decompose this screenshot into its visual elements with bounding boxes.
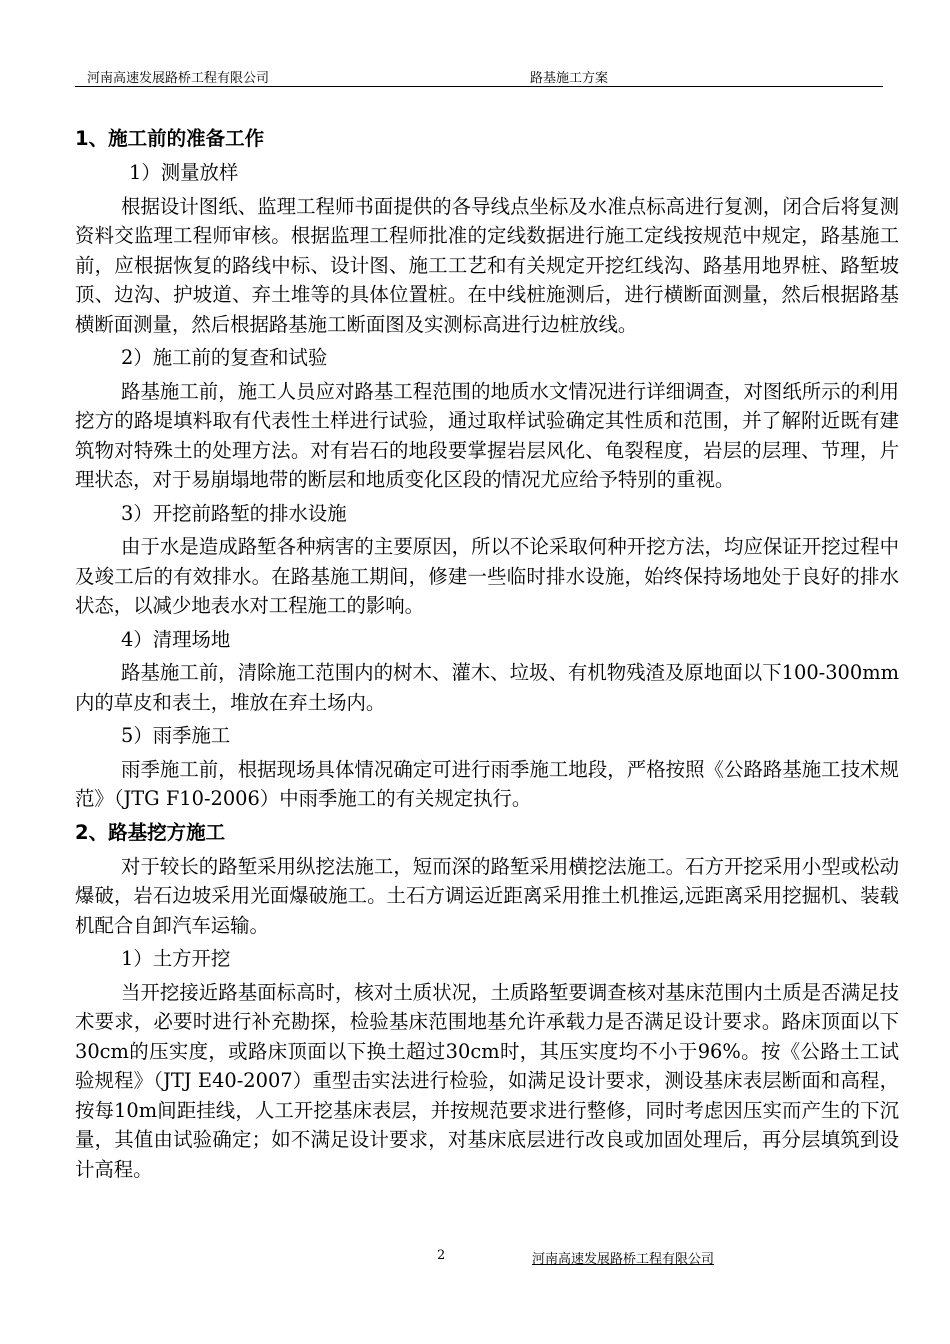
page-number: 2 bbox=[437, 1248, 446, 1263]
paragraph: 根据设计图纸、监理工程师书面提供的各导线点坐标及水准点标高进行复测，闭合后将复测资料交监理工程师审核。根据监理工程师批准的定线数据进行施工定线按规范中规定，路基施工前，应根据恢复的路线中标、设计图、施工工艺和有关规定开挖红线沟、路基用地界桩、路堑坡顶、边沟、护坡道、弃土堆等的具体位置桩。在中线桩施测后，进行横断面测量，然后根据路基横断面测量，然后根据路基施工断面图及实测标高进行边桩放线。 bbox=[75, 194, 899, 336]
subsection-heading: 1）测量放样 bbox=[129, 161, 239, 184]
subsection-heading: 2）施工前的复查和试验 bbox=[121, 346, 328, 369]
section-heading: 2、路基挖方施工 bbox=[75, 820, 226, 844]
subsection-heading: 5）雨季施工 bbox=[121, 724, 231, 747]
section-heading: 1、施工前的准备工作 bbox=[75, 127, 265, 150]
paragraph: 由于水是造成路堑各种病害的主要原因，所以不论采取何种开挖方法，均应保证开挖过程中及竣工后的有效排水。在路基施工期间，修建一些临时排水设施，始终保持场地处于良好的排水状态，以减少地表水对工程施工的影响。 bbox=[75, 535, 899, 617]
subsection-heading: 4）清理场地 bbox=[121, 627, 231, 651]
paragraph: 当开挖接近路基面标高时，核对土质状况，土质路堑要调查核对基床范围内土质是否满足技术要求，必要时进行补充勘探，检验基床范围地基允许承载力是否满足设计要求。路床顶面以下30cm的压实度，或路床顶面以下换土超过30cm时，其压实度均不小于96%。按《公路土工试验规程》（JTJ E40-2007）重型击实法进行检验，如满足设计要求，测设基床表层断面和高程，按每10m间距挂线，人工开挖基床表层，并按规范要求进行整修，同时考虑因压实而产生的下沉量，其值由试验确定；如不满足设计要求，对基床底层进行改良或加固处理后，再分层填筑到设计高程。 bbox=[75, 980, 899, 1181]
paragraph: 路基施工前，清除施工范围内的树木、灌木、垃圾、有机物残渣及原地面以下100-300mm内的草皮和表土，堆放在弃土场内。 bbox=[75, 661, 899, 714]
paragraph: 对于较长的路堑采用纵挖法施工，短而深的路堑采用横挖法施工。石方开挖采用小型或松动爆破，岩石边坡采用光面爆破施工。土石方调运近距离采用推土机推运,远距离采用挖掘机、装载机配合自卸汽车运输。 bbox=[75, 854, 899, 937]
header-company: 河南高速发展路桥工程有限公司 bbox=[87, 71, 270, 86]
subsection-heading: 1）土方开挖 bbox=[121, 947, 231, 970]
header-doc-title: 路基施工方案 bbox=[530, 71, 609, 86]
document-body bbox=[75, 120, 899, 1188]
subsection-heading: 3）开挖前路堑的排水设施 bbox=[121, 501, 347, 525]
page-header bbox=[75, 64, 883, 87]
paragraph: 路基施工前，施工人员应对路基工程范围的地质水文情况进行详细调查，对图纸所示的利用挖方的路堤填料取有代表性土样进行试验，通过取样试验确定其性质和范围，并了解附近既有建筑物对特殊土的处理方法。对有岩石的地段要掌握岩层风化、龟裂程度，岩层的层理、节理，片理状态，对于易崩塌地带的断层和地质变化区段的情况尤应给予特别的重视。 bbox=[75, 379, 899, 491]
footer-company: 河南高速发展路桥工程有限公司 bbox=[532, 1252, 715, 1267]
paragraph: 雨季施工前，根据现场具体情况确定可进行雨季施工地段，严格按照《公路路基施工技术规范》（JTG F10-2006）中雨季施工的有关规定执行。 bbox=[75, 757, 899, 810]
